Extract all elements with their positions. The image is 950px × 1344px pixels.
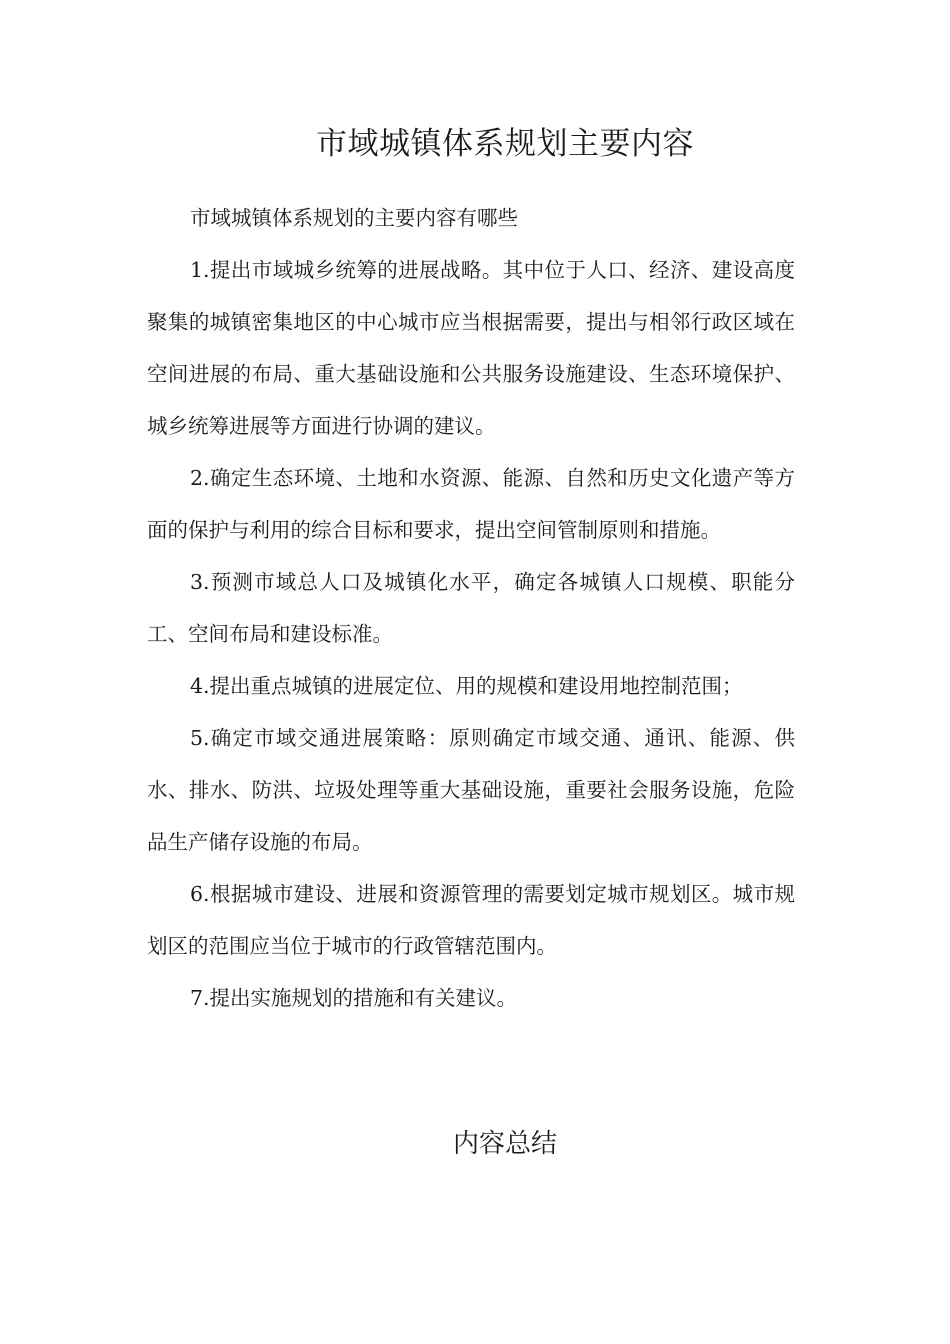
- list-item-4: 4.提出重点城镇的进展定位、用的规模和建设用地控制范围；: [190, 674, 743, 698]
- list-item-7: 7.提出实施规划的措施和有关建议。: [190, 986, 518, 1010]
- summary-heading: 内容总结: [452, 1129, 557, 1159]
- intro-paragraph: 市域城镇体系规划的主要内容有哪些: [190, 206, 518, 230]
- list-item-2: 2.确定生态环境、土地和水资源、能源、自然和历史文化遗产等方面的保护与利用的综合目标和要求，提出空间管制原则和措施。: [147, 466, 795, 542]
- list-item-5: 5.确定市域交通进展策略：原则确定市域交通、通讯、能源、供水、排水、防洪、垃圾处理等重大基础设施，重要社会服务设施，危险品生产储存设施的布局。: [147, 726, 795, 854]
- document-title: 市域城镇体系规划主要内容: [316, 126, 694, 162]
- document-body: [147, 192, 795, 1024]
- list-item-6: 6.根据城市建设、进展和资源管理的需要划定城市规划区。城市规划区的范围应当位于城市的行政管辖范围内。: [147, 882, 795, 958]
- list-item-1: 1.提出市域城乡统筹的进展战略。其中位于人口、经济、建设高度聚集的城镇密集地区的中心城市应当根据需要，提出与相邻行政区域在空间进展的布局、重大基础设施和公共服务设施建设、生态环境保护、城乡统筹进展等方面进行协调的建议。: [147, 258, 795, 438]
- list-item-3: 3.预测市域总人口及城镇化水平，确定各城镇人口规模、职能分工、空间布局和建设标准。: [147, 570, 795, 646]
